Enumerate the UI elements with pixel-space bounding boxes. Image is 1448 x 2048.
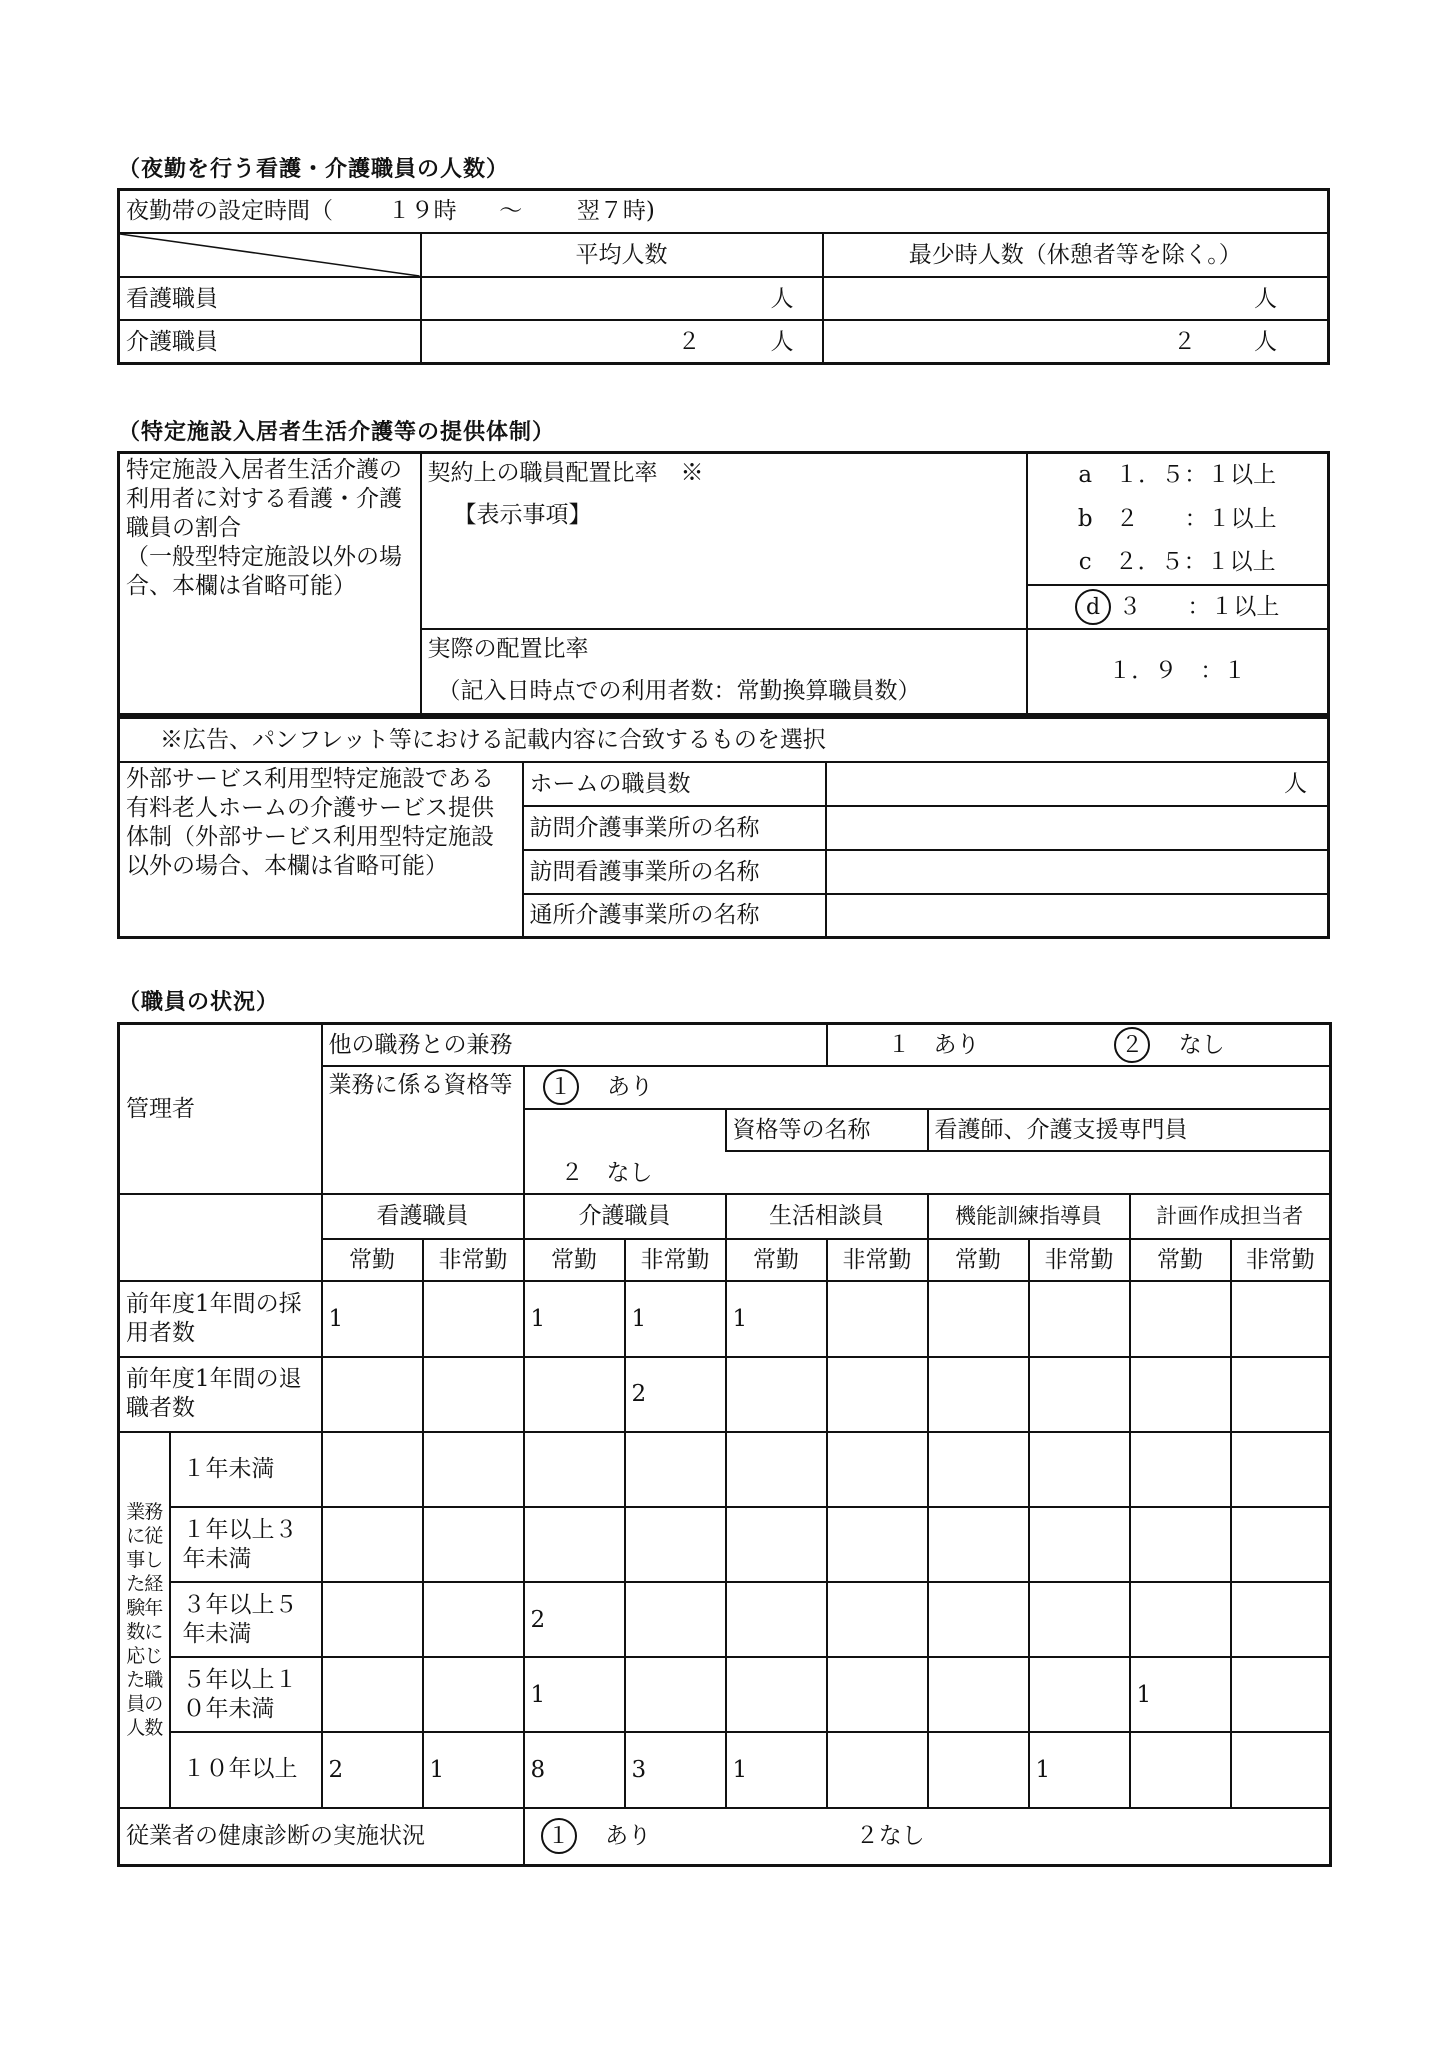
nurse-row-label: 看護職員 [119, 277, 421, 320]
part-time-header: 非常勤 [1231, 1239, 1331, 1282]
staff-cell [322, 1432, 423, 1507]
staff-cell [1231, 1281, 1331, 1356]
staff-cell: 2 [625, 1357, 726, 1432]
experience-label: ５年以上１０年未満 [170, 1657, 322, 1732]
staff-cell [928, 1732, 1029, 1807]
staff-cell [928, 1507, 1029, 1582]
actual-ratio-label: 実際の配置比率 [427, 635, 589, 662]
home-nursing-office-value [826, 850, 1329, 894]
staff-cell [524, 1507, 625, 1582]
experience-group-label: 業務に従事した経験年数に応じた職員の人数 [119, 1432, 170, 1808]
staff-cell [1231, 1732, 1331, 1807]
care-avg-unit: 人 [770, 328, 794, 355]
experience-label: ３年以上５年未満 [170, 1582, 322, 1657]
contract-ratio-label: 契約上の職員配置比率 ※ [427, 460, 704, 486]
staff-cell [827, 1582, 928, 1657]
home-nursing-office-label: 訪問看護事業所の名称 [523, 850, 826, 894]
staff-cell [423, 1657, 524, 1732]
part-time-header: 非常勤 [423, 1239, 524, 1282]
home-staff-count-label: ホームの職員数 [523, 762, 826, 806]
staff-cell [827, 1657, 928, 1732]
staff-cell: 1 [423, 1732, 524, 1807]
full-time-header: 常勤 [524, 1239, 625, 1282]
staff-cell [928, 1657, 1029, 1732]
health-opt1-text: あり [605, 1823, 652, 1850]
staff-cell [726, 1507, 827, 1582]
staff-cell [322, 1657, 423, 1732]
part-time-header: 非常勤 [827, 1239, 928, 1282]
night-time-end: 翌７時) [576, 198, 655, 225]
manager-label: 管理者 [119, 1024, 322, 1195]
staff-cell [928, 1281, 1029, 1356]
staff-cell [1029, 1281, 1130, 1356]
night-staff-section-title: （夜勤を行う看護・介護職員の人数） [118, 157, 510, 182]
diagonal-line [120, 234, 420, 276]
staff-cell [423, 1507, 524, 1582]
care-avg-value [421, 320, 823, 363]
contract-ratio-cell [421, 453, 1027, 629]
night-time-start: １９時 [387, 198, 457, 225]
part-time-header: 非常勤 [1029, 1239, 1130, 1282]
ratio-option-d-circle: d [1075, 589, 1111, 625]
table-row [119, 1357, 1331, 1432]
table-row [119, 1657, 1331, 1732]
ratio-option-a: a １．５：１以上 [1027, 453, 1329, 497]
actual-ratio-note: （記入日時点での利用者数：常勤換算職員数） [437, 677, 921, 704]
full-time-header: 常勤 [322, 1239, 423, 1282]
staff-cell [1231, 1432, 1331, 1507]
staff-cell [1231, 1582, 1331, 1657]
health-opt2: ２なし [855, 1823, 925, 1850]
night-time-separator: ～ [499, 198, 523, 225]
qualification-opt1 [524, 1066, 1331, 1109]
full-time-header: 常勤 [726, 1239, 827, 1282]
table-row [119, 1281, 1331, 1356]
ratio-option-b: b ２ ：１以上 [1027, 497, 1329, 541]
table-row [119, 1732, 1331, 1807]
staff-cell [524, 1357, 625, 1432]
staff-cell [322, 1507, 423, 1582]
day-care-office-label: 通所介護事業所の名称 [523, 894, 826, 938]
selection-footnote: ※広告、パンフレット等における記載内容に合致するものを選択 [119, 718, 1329, 762]
service-system-section-title: （特定施設入居者生活介護等の提供体制） [118, 420, 556, 445]
category-counselor: 生活相談員 [726, 1194, 928, 1239]
ratio-left-label: 特定施設入居者生活介護の利用者に対する看護・介護職員の割合 [126, 457, 402, 541]
staff-cell [1130, 1507, 1231, 1582]
external-service-label: 外部サービス利用型特定施設である有料老人ホームの介護サービス提供体制（外部サービス利用型特定施設以外の場合、本欄は省略可能） [119, 762, 523, 938]
staff-cell: 1 [625, 1281, 726, 1356]
home-care-office-value [826, 806, 1329, 850]
staff-cell [928, 1582, 1029, 1657]
care-min-number: ２ [1173, 328, 1197, 355]
concurrent-duty-options [827, 1024, 1331, 1067]
staff-cell [1029, 1432, 1130, 1507]
experience-label: １年未満 [170, 1432, 322, 1507]
staff-cell [726, 1357, 827, 1432]
staff-cell [1130, 1732, 1231, 1807]
display-item-label: 【表示事項】 [453, 502, 592, 528]
table-row [119, 1432, 1331, 1507]
staff-cell: 1 [524, 1657, 625, 1732]
staff-cell [423, 1281, 524, 1356]
care-row-label: 介護職員 [119, 320, 421, 363]
qualification-indent [524, 1109, 726, 1152]
staff-cell: 1 [1130, 1657, 1231, 1732]
staff-cell [322, 1582, 423, 1657]
qualification-name-value: 看護師、介護支援専門員 [928, 1109, 1331, 1152]
retired-count-label: 前年度1年間の退職者数 [119, 1357, 322, 1432]
staff-cell [423, 1432, 524, 1507]
night-staff-table [117, 188, 1330, 365]
staff-cell [726, 1582, 827, 1657]
staff-status-table [117, 1022, 1332, 1867]
staff-cell [928, 1432, 1029, 1507]
staff-cell: 3 [625, 1732, 726, 1807]
day-care-office-value [826, 894, 1329, 938]
staff-grid-corner [119, 1194, 322, 1281]
staff-cell [726, 1657, 827, 1732]
part-time-header: 非常勤 [625, 1239, 726, 1282]
avg-count-header: 平均人数 [421, 233, 823, 277]
category-nurse: 看護職員 [322, 1194, 524, 1239]
home-staff-count-value: 人 [826, 762, 1329, 806]
home-care-office-label: 訪問介護事業所の名称 [523, 806, 826, 850]
actual-ratio-value: １．９ ：１ [1027, 629, 1329, 715]
staff-cell [625, 1507, 726, 1582]
concurrent-opt2-text: なし [1178, 1032, 1225, 1059]
ratio-option-c: c ２．５：１以上 [1027, 541, 1329, 585]
staff-cell: 1 [1029, 1732, 1130, 1807]
staff-cell [1029, 1582, 1130, 1657]
diagonal-header-cell [119, 233, 421, 277]
staff-cell: 2 [322, 1732, 423, 1807]
service-ratio-table [117, 451, 1330, 716]
staff-cell [1231, 1357, 1331, 1432]
experience-label: １０年以上 [170, 1732, 322, 1807]
staff-cell: 1 [726, 1281, 827, 1356]
qualification-opt1-text: あり [607, 1074, 654, 1101]
experience-label: １年以上３年未満 [170, 1507, 322, 1582]
staff-cell [827, 1432, 928, 1507]
concurrent-duty-label: 他の職務との兼務 [322, 1024, 827, 1067]
staff-cell [1029, 1657, 1130, 1732]
staff-cell [423, 1357, 524, 1432]
staff-cell [827, 1281, 928, 1356]
staff-cell [322, 1357, 423, 1432]
staff-cell [1029, 1357, 1130, 1432]
care-min-unit: 人 [1254, 328, 1278, 355]
staff-cell: 1 [322, 1281, 423, 1356]
staff-cell [1231, 1657, 1331, 1732]
staff-cell [423, 1582, 524, 1657]
staff-cell [827, 1357, 928, 1432]
table-row [119, 1507, 1331, 1582]
staff-cell: 8 [524, 1732, 625, 1807]
qualification-label: 業務に係る資格等 [322, 1066, 524, 1194]
external-service-table [117, 716, 1330, 939]
qualification-opt2: ２ なし [524, 1151, 1331, 1194]
actual-ratio-cell [421, 629, 1027, 715]
staff-cell [625, 1582, 726, 1657]
concurrent-opt2-circle: ２ [1114, 1027, 1150, 1063]
staff-status-section-title: （職員の状況） [118, 990, 280, 1015]
qualification-name-label: 資格等の名称 [726, 1109, 928, 1152]
full-time-header: 常勤 [928, 1239, 1029, 1282]
health-opt1-circle: １ [541, 1818, 577, 1854]
staff-cell [726, 1432, 827, 1507]
health-check-options [524, 1808, 1331, 1866]
category-care: 介護職員 [524, 1194, 726, 1239]
ratio-left-label-cell [119, 453, 421, 715]
staff-cell [827, 1732, 928, 1807]
care-avg-number: ２ [677, 328, 701, 355]
qualification-opt1-circle: １ [543, 1069, 579, 1105]
concurrent-opt1: １ あり [887, 1032, 980, 1059]
staff-cell [1130, 1432, 1231, 1507]
min-count-header: 最少時人数（休憩者等を除く。） [823, 233, 1329, 277]
staff-cell [1130, 1582, 1231, 1657]
ratio-left-note: （一般型特定施設以外の場合、本欄は省略可能） [126, 544, 402, 599]
staff-cell [827, 1507, 928, 1582]
health-check-label: 従業者の健康診断の実施状況 [119, 1808, 524, 1866]
table-row [119, 1582, 1331, 1657]
staff-cell [1231, 1507, 1331, 1582]
care-min-value [823, 320, 1329, 363]
full-time-header: 常勤 [1130, 1239, 1231, 1282]
staff-cell [1130, 1357, 1231, 1432]
staff-cell [625, 1432, 726, 1507]
staff-cell: 1 [524, 1281, 625, 1356]
category-planner: 計画作成担当者 [1130, 1194, 1331, 1239]
staff-cell [928, 1357, 1029, 1432]
ratio-option-d-text: ３ ：１以上 [1118, 593, 1280, 620]
staff-cell [625, 1657, 726, 1732]
category-trainer: 機能訓練指導員 [928, 1194, 1130, 1239]
night-time-row [119, 190, 1329, 233]
staff-cell [524, 1432, 625, 1507]
staff-cell: 2 [524, 1582, 625, 1657]
nurse-min-value: 人 [823, 277, 1329, 320]
staff-cell: 1 [726, 1732, 827, 1807]
nurse-avg-value: 人 [421, 277, 823, 320]
staff-cell [1029, 1507, 1130, 1582]
hired-count-label: 前年度1年間の採用者数 [119, 1281, 322, 1356]
night-time-label: 夜勤帯の設定時間（ [126, 198, 333, 225]
ratio-option-d [1027, 585, 1329, 629]
staff-cell [1130, 1281, 1231, 1356]
